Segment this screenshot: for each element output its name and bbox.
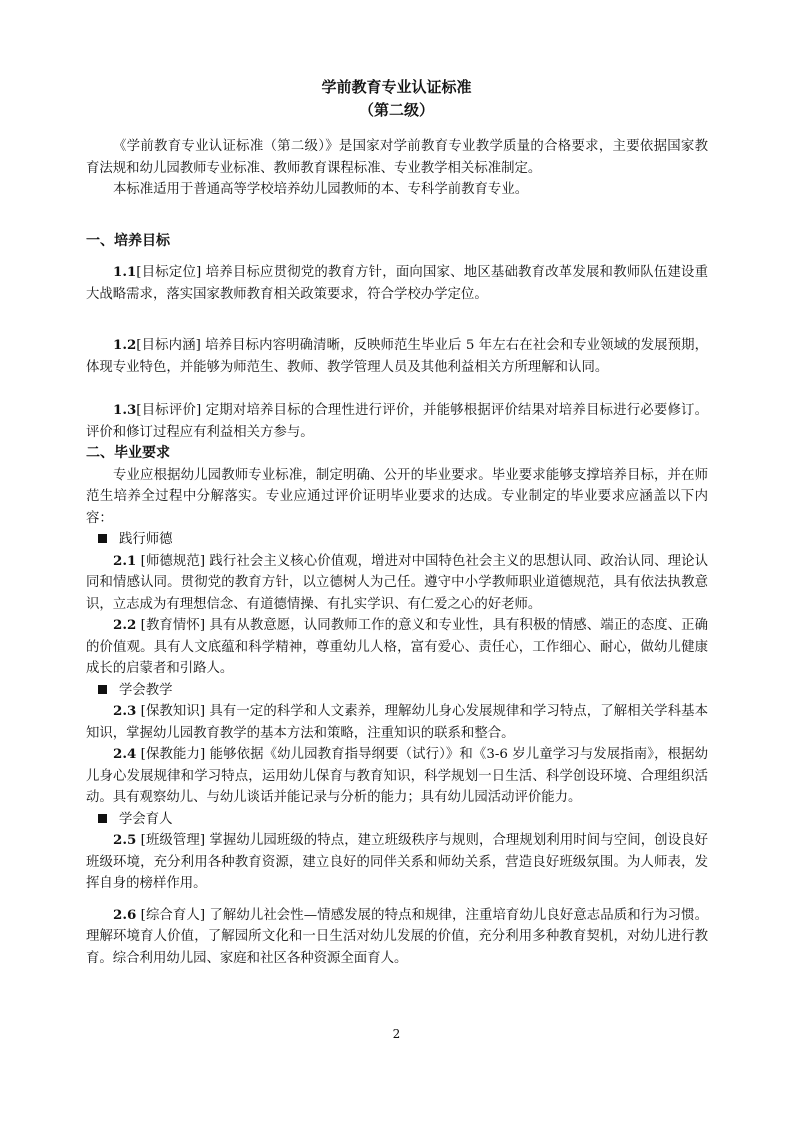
section-heading-goals: 一、培养目标	[86, 232, 170, 249]
document-body	[86, 136, 708, 969]
clause-1-1	[86, 262, 708, 305]
intro-paragraph-2: 本标准适用于普通高等学校培养幼儿园教师的本、专科学前教育专业。	[113, 182, 529, 197]
clause-text: [保教能力] 能够依据《幼儿园教育指导纲要（试行）》和《3-6 岁儿童学习与发展指南》，根据幼儿身心发展规律和学习特点，运用幼儿保育与教育知识，科学规划一日生活、科学创设环境、合理组织活动。具有观察幼儿、与幼儿谈话并能记录与分析的能力；具有幼儿园活动评价能力。	[86, 747, 708, 805]
group-heading-ethics	[86, 529, 708, 551]
intro-paragraph-1: 《学前教育专业认证标准（第二级）》是国家对学前教育专业教学质量的合格要求，主要依据国家教育法规和幼儿园教师专业标准、教师教育课程标准、专业教学相关标准制定。	[86, 139, 708, 176]
clause-number: 2.5	[113, 832, 137, 848]
clause-text: [保教知识] 具有一定的科学和人文素养，理解幼儿身心发展规律和学习特点，了解相关学科基本知识，掌握幼儿园教育教学的基本方法和策略，注重知识的联系和整合。	[86, 704, 708, 741]
clause-number: 1.1	[113, 264, 137, 280]
section-heading-requirements: 二、毕业要求	[86, 445, 170, 461]
group-label: 学会育人	[119, 811, 173, 827]
clause-text: [目标内涵] 培养目标内容明确清晰，反映师范生毕业后 5 年左右在社会和专业领域的发展预期，体现专业特色，并能够为师范生、教师、教学管理人员及其他利益相关方所理解和认同。	[86, 338, 708, 375]
square-bullet-icon	[98, 685, 107, 694]
clause-text: [综合育人] 了解幼儿社会性—情感发展的特点和规律，注重培育幼儿良好意志品质和行为习惯。理解环境育人价值，了解园所文化和一日生活对幼儿发展的价值，充分利用多种教育契机，对幼儿进行教育。综合利用幼儿园、家庭和社区各种资源全面育人。	[86, 907, 708, 966]
group-label: 学会教学	[119, 682, 173, 698]
clause-number: 2.1	[113, 552, 137, 569]
clause-text: [目标定位] 培养目标应贯彻党的教育方针，面向国家、地区基础教育改革发展和教师队伍建设重大战略需求，落实国家教师教育相关政策要求，符合学校办学定位。	[86, 265, 708, 302]
clause-number: 2.3	[113, 703, 137, 719]
clause-number: 1.2	[113, 337, 137, 353]
clause-2-1	[86, 551, 708, 616]
square-bullet-icon	[98, 534, 107, 543]
clause-number: 2.6	[113, 906, 137, 923]
group-label: 践行师德	[119, 532, 173, 547]
clause-number: 1.3	[113, 402, 137, 418]
document-title: 学前教育专业认证标准	[321, 78, 472, 96]
clause-2-3	[86, 701, 708, 744]
page-number: 2	[392, 1027, 401, 1041]
clause-text: [教育情怀] 具有从教意愿，认同教师工作的意义和专业性，具有积极的情感、端正的态度、正确的价值观。具有人文底蕴和科学精神，尊重幼儿人格，富有爱心、责任心，工作细心、耐心，做幼儿健康成长的启蒙者和引路人。	[86, 618, 708, 676]
clause-2-5	[86, 830, 708, 895]
group-heading-nurturing	[86, 809, 708, 831]
clause-1-2	[86, 335, 708, 378]
clause-2-6	[86, 905, 708, 970]
clause-text: [目标评价] 定期对培养目标的合理性进行评价，并能够根据评价结果对培养目标进行必要修订。评价和修订过程应有利益相关方参与。	[86, 403, 708, 440]
clause-2-4	[86, 744, 708, 809]
clause-1-3	[86, 400, 708, 443]
square-bullet-icon	[98, 814, 107, 823]
clause-2-2	[86, 615, 708, 680]
clause-number: 2.4	[113, 746, 137, 762]
group-heading-teaching	[86, 680, 708, 702]
clause-text: [师德规范] 践行社会主义核心价值观，增进对中国特色社会主义的思想认同、政治认同、理论认同和情感认同。贯彻党的教育方针，以立德树人为己任。遵守中小学教师职业道德规范，具有依法执教意识，立志成为有理想信念、有道德情操、有扎实学识、有仁爱之心的好老师。	[86, 553, 708, 612]
requirements-intro: 专业应根据幼儿园教师专业标准，制定明确、公开的毕业要求。毕业要求能够支撑培养目标，并在师范生培养全过程中分解落实。专业应通过评价证明毕业要求的达成。专业制定的毕业要求应涵盖以下内容：	[86, 467, 708, 526]
clause-text: [班级管理] 掌握幼儿园班级的特点，建立班级秩序与规则，合理规划利用时间与空间，创设良好班级环境，充分利用各种教育资源，建立良好的同伴关系和师幼关系，营造良好班级氛围。为人师表，发挥自身的榜样作用。	[86, 833, 708, 891]
document-subtitle: （第二级）	[358, 101, 434, 119]
clause-number: 2.2	[113, 617, 137, 633]
